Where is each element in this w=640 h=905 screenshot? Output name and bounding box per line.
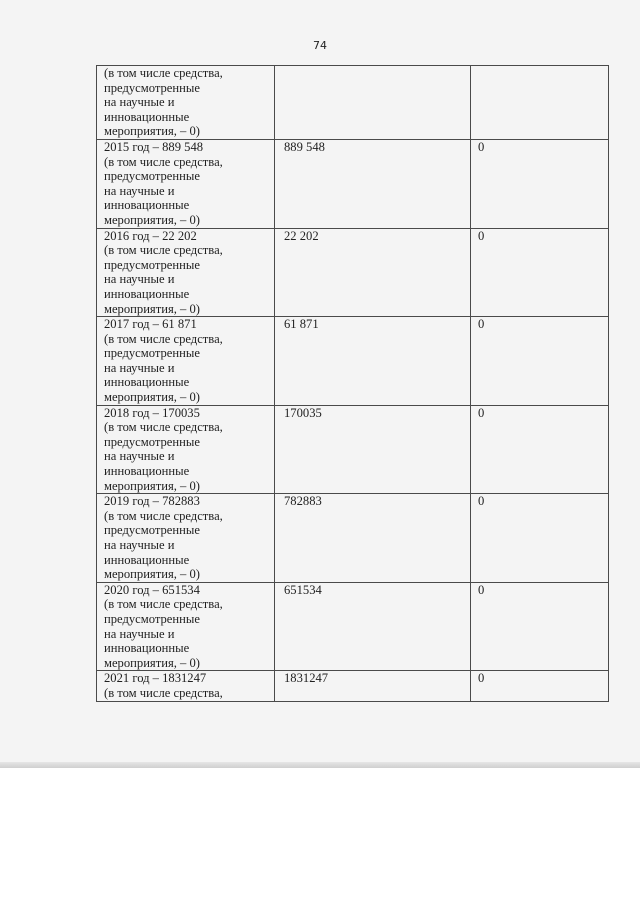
- description-line: мероприятия, – 0): [104, 212, 200, 227]
- description-line: (в том числе средства,: [104, 243, 223, 258]
- description-line: предусмотренные: [104, 434, 200, 449]
- amount-cell: 61 871: [275, 317, 471, 406]
- page-number: 74: [313, 39, 327, 52]
- zero-value-cell: 0: [471, 405, 609, 494]
- description-line: предусмотренные: [104, 80, 200, 95]
- table-row: [97, 405, 609, 494]
- description-line: инновационные: [104, 552, 190, 567]
- description-line: (в том числе средства,: [104, 508, 223, 523]
- description-line: предусмотренные: [104, 257, 200, 272]
- description-line: 2017 год – 61 871: [104, 317, 197, 332]
- description-line: 2020 год – 651534: [104, 582, 200, 597]
- amount-cell: 651534: [275, 582, 471, 671]
- zero-value-cell: 0: [471, 139, 609, 228]
- description-line: на научные и: [104, 538, 175, 552]
- table-row: [97, 494, 609, 583]
- description-line: инновационные: [104, 286, 190, 301]
- description-line: предусмотренные: [104, 523, 200, 538]
- year-description-cell: [97, 405, 275, 494]
- year-description-cell: [97, 66, 275, 140]
- zero-value-cell: 0: [471, 228, 609, 317]
- description-line: 2015 год – 889 548: [104, 139, 204, 154]
- year-description-cell: [97, 671, 275, 701]
- funding-table-body: [97, 66, 609, 702]
- description-line: (в том числе средства,: [104, 420, 223, 435]
- description-line: 2018 год – 170035: [104, 405, 200, 420]
- description-line: инновационные: [104, 641, 190, 656]
- description-line: 2021 год – 1831247: [104, 671, 207, 686]
- description-line: 2016 год – 22 202: [104, 228, 197, 243]
- description-line: инновационные: [104, 375, 190, 390]
- table-row: [97, 139, 609, 228]
- table-row: [97, 228, 609, 317]
- zero-value-cell: 0: [471, 671, 609, 701]
- amount-cell: [275, 66, 471, 140]
- description-line: на научные и: [104, 95, 175, 110]
- zero-value-cell: 0: [471, 582, 609, 671]
- amount-cell: 1831247: [275, 671, 471, 701]
- description-line: инновационные: [104, 464, 190, 479]
- description-line: мероприятия, – 0): [104, 478, 200, 493]
- year-description-cell: [97, 582, 275, 671]
- year-description-cell: [97, 317, 275, 406]
- description-line: на научные и: [104, 449, 175, 464]
- description-line: мероприятия, – 0): [104, 567, 200, 582]
- description-line: на научные и: [104, 626, 175, 641]
- zero-value-cell: [471, 66, 609, 140]
- description-line: предусмотренные: [104, 611, 200, 626]
- amount-cell: 22 202: [275, 228, 471, 317]
- description-line: (в том числе средства,: [104, 66, 223, 80]
- description-line: (в том числе средства,: [104, 685, 223, 700]
- description-line: инновационные: [104, 198, 190, 213]
- description-line: мероприятия, – 0): [104, 301, 200, 316]
- table-row: [97, 66, 609, 140]
- funding-table: [96, 65, 609, 702]
- zero-value-cell: 0: [471, 317, 609, 406]
- description-line: предусмотренные: [104, 346, 200, 361]
- description-line: на научные и: [104, 272, 175, 287]
- amount-cell: 170035: [275, 405, 471, 494]
- table-row: [97, 671, 609, 701]
- description-line: предусмотренные: [104, 169, 200, 184]
- description-line: мероприятия, – 0): [104, 124, 200, 139]
- amount-cell: 782883: [275, 494, 471, 583]
- description-line: (в том числе средства,: [104, 597, 223, 612]
- description-line: (в том числе средства,: [104, 154, 223, 169]
- year-description-cell: [97, 494, 275, 583]
- description-line: 2019 год – 782883: [104, 494, 200, 509]
- year-description-cell: [97, 139, 275, 228]
- table-row: [97, 317, 609, 406]
- description-line: инновационные: [104, 109, 190, 124]
- description-line: мероприятия, – 0): [104, 655, 200, 670]
- description-line: (в том числе средства,: [104, 331, 223, 346]
- description-line: мероприятия, – 0): [104, 390, 200, 405]
- year-description-cell: [97, 228, 275, 317]
- amount-cell: 889 548: [275, 139, 471, 228]
- description-line: на научные и: [104, 360, 175, 375]
- description-line: на научные и: [104, 183, 175, 198]
- scan-edge: [0, 762, 640, 768]
- table-row: [97, 582, 609, 671]
- zero-value-cell: 0: [471, 494, 609, 583]
